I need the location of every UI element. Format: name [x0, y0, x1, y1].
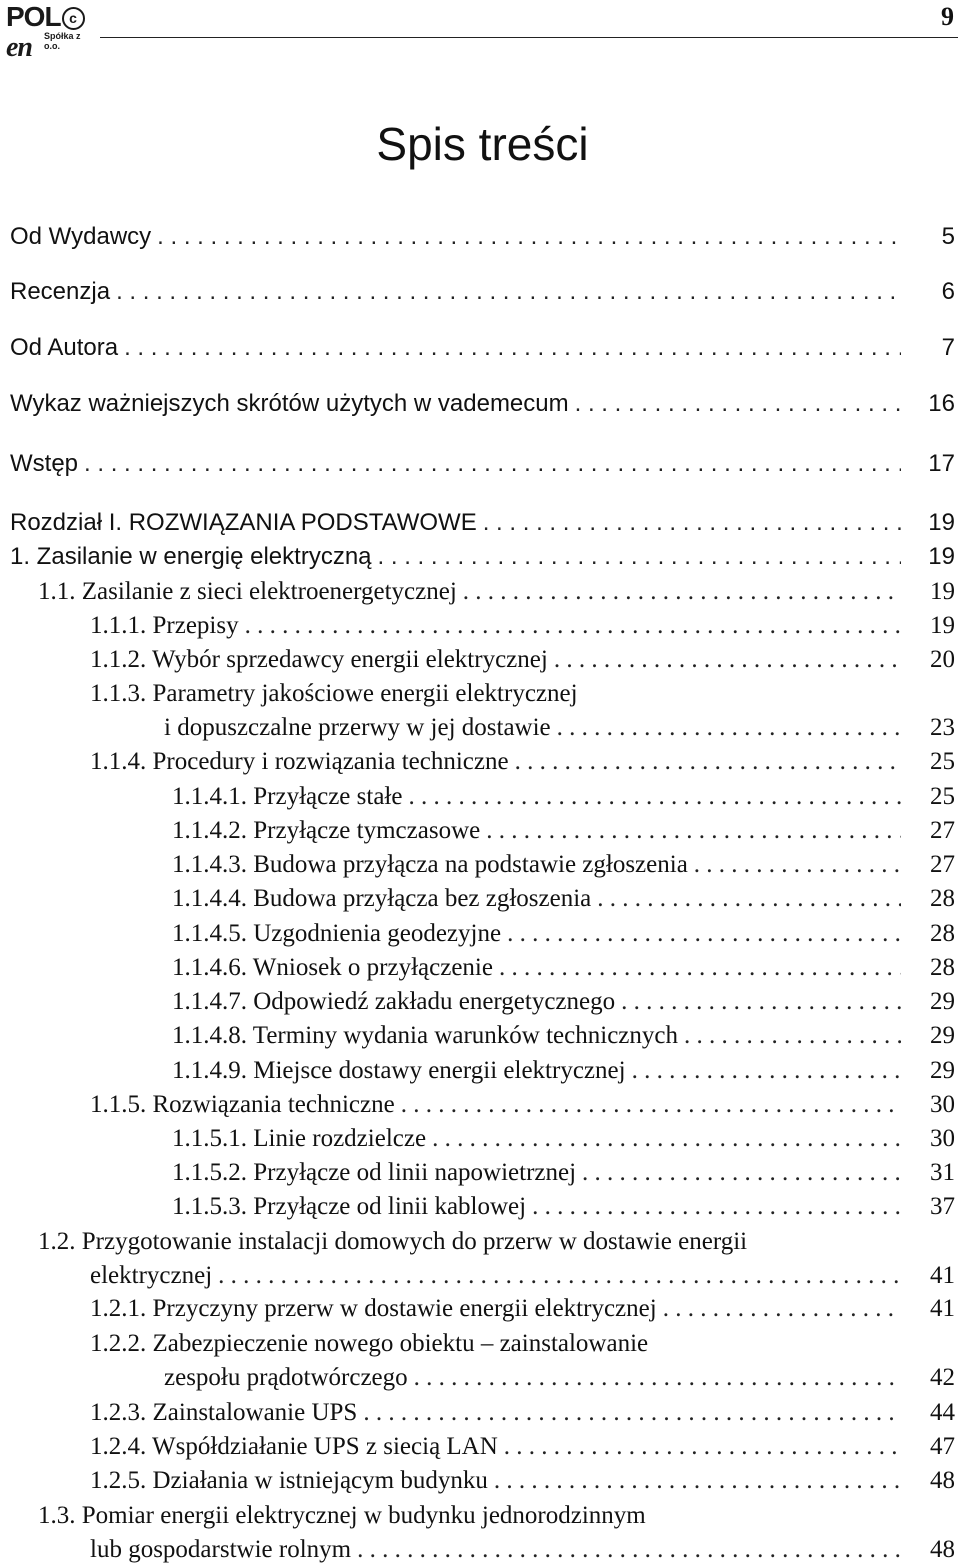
toc-entry[interactable] [38, 575, 955, 609]
toc-entry-title: 1.3. Pomiar energii elektrycznej w budynku jednorodzinnym [38, 1502, 646, 1529]
toc-dot-leader [597, 882, 901, 916]
toc-dot-leader [357, 1533, 901, 1567]
toc-entry[interactable] [90, 745, 955, 779]
toc-entry[interactable] [172, 814, 955, 848]
toc-page-number: 29 [930, 988, 955, 1015]
toc-page-number: 31 [930, 1159, 955, 1186]
toc-dot-leader [124, 331, 901, 365]
toc-page-number: 20 [930, 646, 955, 673]
toc-entry-title: 1. Zasilanie w energię elektryczną [10, 543, 372, 570]
toc-dot-leader [116, 275, 901, 309]
toc-page-number: 17 [928, 450, 955, 477]
toc-entry[interactable] [10, 275, 955, 309]
toc-entry-title: 1.1.1. Przepisy [90, 612, 239, 639]
logo-subtitle: Spółka z o.o. [44, 31, 81, 51]
toc-entry[interactable] [172, 1054, 955, 1088]
toc-page-number: 5 [941, 223, 955, 250]
toc-entry[interactable] [90, 1259, 955, 1293]
toc-entry-title: 1.1.4.6. Wniosek o przyłączenie [172, 954, 493, 981]
toc-entry[interactable] [90, 1464, 955, 1498]
toc-entry[interactable] [172, 848, 955, 882]
toc-dot-leader [507, 917, 901, 951]
toc-dot-leader [378, 540, 901, 574]
toc-dot-leader [694, 848, 901, 882]
toc-entry-title: 1.1.3. Parametry jakościowe energii elektrycznej [90, 680, 578, 707]
toc-entry-title: Wstęp [10, 450, 79, 477]
toc-page-number: 41 [930, 1262, 955, 1289]
toc-entry[interactable] [164, 711, 955, 745]
toc-entry-title: 1.1.5.1. Linie rozdzielcze [172, 1125, 427, 1152]
toc-page-number: 44 [930, 1399, 955, 1426]
toc-page-number: 47 [930, 1433, 955, 1460]
toc-entry[interactable] [90, 1292, 955, 1326]
toc-page-number: 30 [930, 1125, 955, 1152]
toc-dot-leader [408, 780, 901, 814]
toc-entry-title: 1.1.4.4. Budowa przyłącza bez zgłoszenia [172, 885, 592, 912]
logo-text-en: en [6, 32, 32, 63]
toc-page-number: 25 [930, 748, 955, 775]
toc-entry-title-continued: lub gospodarstwie rolnym [90, 1536, 352, 1563]
toc-dot-leader [557, 711, 901, 745]
toc-dot-leader [401, 1088, 901, 1122]
toc-dot-leader [494, 1464, 901, 1498]
page-title: Spis treści [376, 118, 589, 170]
toc-entry[interactable] [90, 1396, 955, 1430]
toc-entry[interactable] [172, 882, 955, 916]
toc-page-number: 29 [930, 1057, 955, 1084]
toc-page-number: 48 [930, 1467, 955, 1494]
toc-dot-leader [515, 745, 901, 779]
toc-entry[interactable] [172, 1156, 955, 1190]
toc-dot-leader [483, 506, 901, 540]
toc-dot-leader [663, 1292, 901, 1326]
toc-entry-title: 1.1.4.8. Terminy wydania warunków technicznych [172, 1022, 678, 1049]
toc-entry[interactable] [90, 1088, 955, 1122]
toc-entry[interactable] [10, 506, 955, 540]
toc-entry-title: Od Autora [10, 334, 119, 361]
toc-page-number: 19 [930, 612, 955, 639]
header-rule [100, 37, 958, 38]
toc-entry[interactable] [10, 331, 955, 365]
toc-entry-title: 1.1.4.5. Uzgodnienia geodezyjne [172, 920, 502, 947]
toc-entry[interactable] [90, 643, 955, 677]
toc-entry[interactable] [172, 951, 955, 985]
toc-entry-title: 1.1.5. Rozwiązania techniczne [90, 1091, 395, 1118]
page-header [0, 0, 960, 63]
toc-dot-leader [582, 1156, 901, 1190]
page-number: 9 [941, 2, 954, 31]
toc-entry-title: 1.2.4. Współdziałanie UPS z siecią LAN [90, 1433, 498, 1460]
toc-page-number: 7 [941, 334, 955, 361]
toc-dot-leader [432, 1122, 901, 1156]
toc-page-number: 19 [928, 543, 955, 570]
toc-dot-leader [218, 1259, 901, 1293]
toc-entry-title-continued: i dopuszczalne przerwy w jej dostawie [164, 714, 551, 741]
toc-dot-leader [363, 1396, 901, 1430]
toc-dot-leader [532, 1190, 901, 1224]
toc-entry-title: 1.2.3. Zainstalowanie UPS [90, 1399, 358, 1426]
logo-c-circle: c [62, 7, 85, 30]
toc-entry-title: 1.2.1. Przyczyny przerw w dostawie energii elektrycznej [90, 1295, 657, 1322]
toc-page-number: 41 [930, 1295, 955, 1322]
toc-entry-title: 1.1.4.9. Miejsce dostawy energii elektrycznej [172, 1057, 626, 1084]
toc-entry-title: 1.1.4. Procedury i rozwiązania techniczne [90, 748, 509, 775]
toc-entry[interactable] [10, 540, 955, 574]
toc-page-number: 48 [930, 1536, 955, 1563]
toc-entry[interactable] [10, 387, 955, 421]
toc-entry-title: 1.1.5.2. Przyłącze od linii napowietrznej [172, 1159, 577, 1186]
toc-page-number: 42 [930, 1364, 955, 1391]
toc-entry[interactable] [90, 609, 955, 643]
toc-entry-title-continued: elektrycznej [90, 1262, 213, 1289]
toc-page-number: 27 [930, 851, 955, 878]
toc-entry[interactable] [172, 1122, 955, 1156]
toc-entry-title: 1.1.4.3. Budowa przyłącza na podstawie zgłoszenia [172, 851, 688, 878]
toc-entry-title: Rozdział I. ROZWIĄZANIA PODSTAWOWE [10, 509, 477, 536]
toc-page-number: 25 [930, 783, 955, 810]
toc-entry-title: Od Wydawcy [10, 223, 152, 250]
toc-dot-leader [84, 447, 901, 481]
toc-entry-title-continued: zespołu prądotwórczego [164, 1364, 408, 1391]
toc-dot-leader [554, 643, 901, 677]
polcen-logo [6, 1, 98, 63]
toc-dot-leader [632, 1054, 901, 1088]
toc-page-number: 16 [928, 390, 955, 417]
toc-entry[interactable] [10, 447, 955, 481]
toc-entry[interactable] [172, 780, 955, 814]
toc-page-number: 30 [930, 1091, 955, 1118]
toc-entry[interactable] [172, 917, 955, 951]
toc-dot-leader [684, 1019, 901, 1053]
toc-entry-title: 1.1.4.7. Odpowiedź zakładu energetycznego [172, 988, 616, 1015]
toc-entry-title: 1.1. Zasilanie z sieci elektroenergetycznej [38, 578, 457, 605]
toc-entry-title: Recenzja [10, 278, 111, 305]
toc-entry[interactable] [172, 1190, 955, 1224]
toc-page-number: 29 [930, 1022, 955, 1049]
toc-dot-leader [245, 609, 901, 643]
toc-dot-leader [504, 1430, 901, 1464]
toc-dot-leader [499, 951, 901, 985]
toc-dot-leader [486, 814, 901, 848]
toc-entry-title: 1.1.2. Wybór sprzedawcy energii elektrycznej [90, 646, 548, 673]
toc-page-number: 19 [930, 578, 955, 605]
toc-page-number: 28 [930, 885, 955, 912]
toc-dot-leader [414, 1361, 901, 1395]
toc-entry[interactable] [164, 1361, 955, 1395]
toc-entry-title: Wykaz ważniejszych skrótów użytych w vademecum [10, 390, 569, 417]
toc-entry-title: 1.2. Przygotowanie instalacji domowych do przerw w dostawie energii [38, 1228, 748, 1255]
toc-page-number: 6 [941, 278, 955, 305]
toc-entry-title: 1.1.4.1. Przyłącze stałe [172, 783, 403, 810]
toc-page-number: 23 [930, 714, 955, 741]
toc-entry-title: 1.2.2. Zabezpieczenie nowego obiektu – zainstalowanie [90, 1330, 649, 1357]
toc-page-number: 28 [930, 920, 955, 947]
toc-entry[interactable] [90, 1533, 955, 1567]
toc-dot-leader [575, 387, 901, 421]
logo-text-pol: POL [6, 1, 61, 32]
toc-entry[interactable] [172, 1019, 955, 1053]
toc-page-number: 19 [928, 509, 955, 536]
toc-page-number: 27 [930, 817, 955, 844]
toc-entry[interactable] [90, 1430, 955, 1464]
toc-page-number: 28 [930, 954, 955, 981]
toc-entry[interactable] [10, 220, 955, 254]
toc-entry-title: 1.2.5. Działania w istniejącym budynku [90, 1467, 488, 1494]
toc-dot-leader [621, 985, 901, 1019]
toc-entry-title: 1.1.5.3. Przyłącze od linii kablowej [172, 1193, 527, 1220]
toc-entry[interactable] [172, 985, 955, 1019]
toc-page-number: 37 [930, 1193, 955, 1220]
toc-dot-leader [463, 575, 901, 609]
toc-dot-leader [157, 220, 901, 254]
toc-entry-title: 1.1.4.2. Przyłącze tymczasowe [172, 817, 481, 844]
